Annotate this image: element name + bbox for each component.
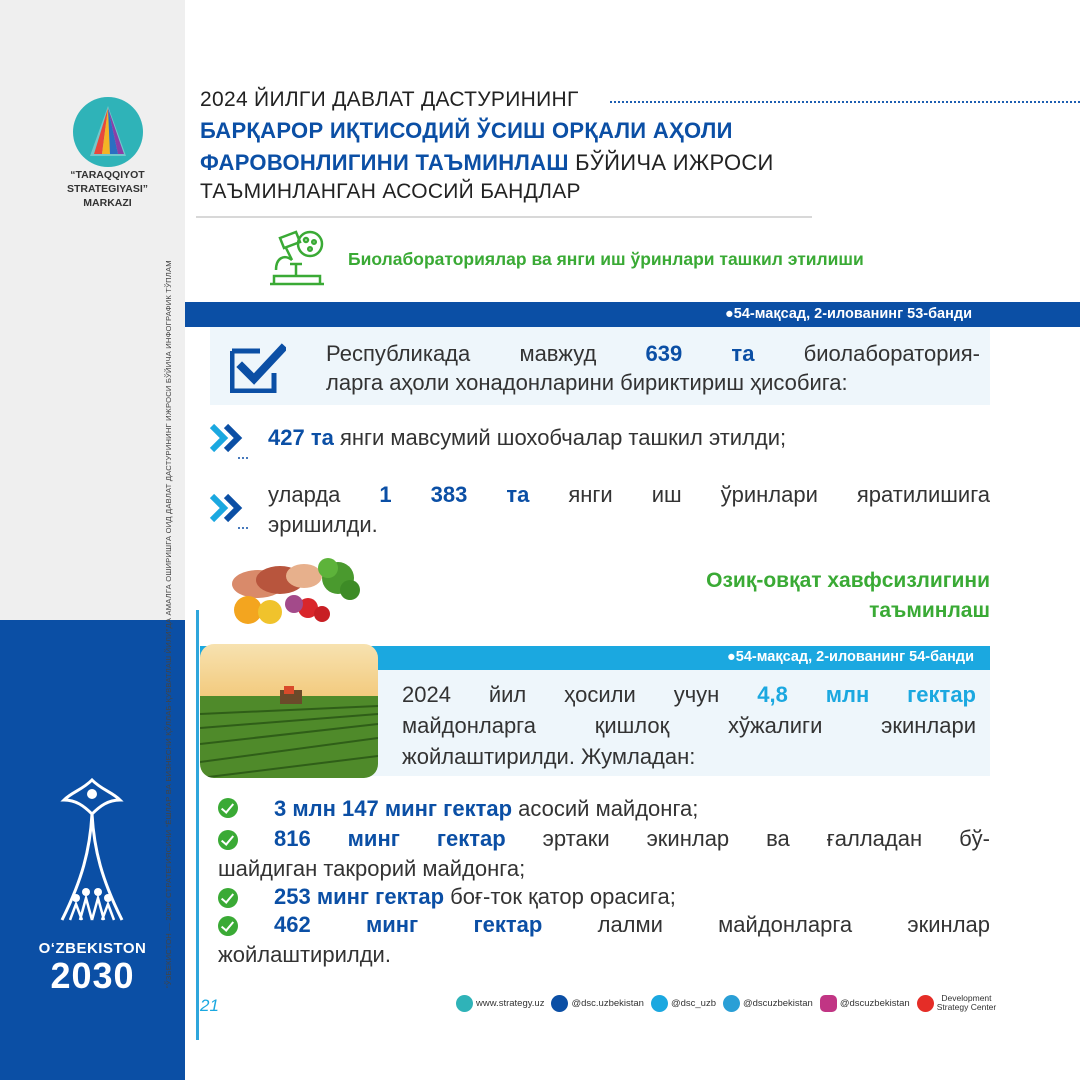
intro-pre: Республикада мавжуд bbox=[326, 341, 646, 366]
section2-item-continuation: шайдиган такрорий майдонга; bbox=[218, 856, 526, 881]
double-chevron-icon bbox=[208, 490, 250, 530]
header-line2: БАРҚАРОР ИҚТИСОДИЙ ЎСИШ ОРҚАЛИ АҲОЛИ bbox=[200, 118, 733, 143]
bullet2-pre: уларда bbox=[268, 482, 380, 507]
item-number: 816 минг гектар bbox=[274, 826, 506, 851]
item-text: эртаки экинлар ва ғалладан бў- bbox=[505, 826, 991, 851]
section2-item bbox=[218, 796, 990, 822]
section1-goal-label: ●54-мақсад, 2-илованинг 53-банди bbox=[725, 306, 972, 322]
section2-intro-line3: жойлаштирилди. Жумладан: bbox=[402, 744, 696, 769]
section1-goal-bar bbox=[185, 302, 1080, 327]
s2-intro-number: 4,8 млн гектар bbox=[757, 682, 976, 707]
header-line3-normal: БЎЙИЧА ИЖРОСИ bbox=[568, 150, 774, 175]
intro-post: биолаборатория- bbox=[754, 341, 981, 366]
globe-icon bbox=[456, 995, 473, 1012]
footer-telegram[interactable] bbox=[723, 995, 813, 1012]
accent-line bbox=[196, 610, 199, 1040]
footer-twitter[interactable] bbox=[651, 995, 716, 1012]
uzbekistan-2030-emblem-icon bbox=[42, 770, 142, 950]
section2-item bbox=[218, 912, 990, 938]
bullet2-number: 1 383 та bbox=[379, 482, 530, 507]
section2-title-line1: Озиқ-овқат хавфсизлигини bbox=[706, 569, 990, 592]
header-dotted-line bbox=[610, 101, 1080, 103]
header-line3-bold: ФАРОВОНЛИГИНИ ТАЪМИНЛАШ bbox=[200, 150, 569, 175]
org-name-line2: MARKAZI bbox=[83, 197, 132, 210]
instagram-icon bbox=[820, 995, 837, 1012]
footer-facebook[interactable] bbox=[551, 995, 643, 1012]
section2-intro-line1 bbox=[402, 682, 976, 708]
section2-title bbox=[706, 566, 990, 626]
section1-bullet1 bbox=[268, 425, 786, 451]
farm-field-photo bbox=[200, 644, 378, 778]
page-number: 21 bbox=[200, 996, 219, 1015]
youtube-label bbox=[937, 994, 997, 1012]
instagram-label: @dscuzbekistan bbox=[839, 997, 910, 1009]
brand-word: O‘ZBEKISTON bbox=[38, 940, 147, 957]
double-chevron-icon bbox=[208, 420, 250, 460]
food-illustration-icon bbox=[218, 550, 363, 630]
section2-intro-line2: майдонларга қишлоқ хўжалиги экинлари bbox=[402, 713, 976, 738]
header-line4: ТАЪМИНЛАНГАН АСОСИЙ БАНДЛАР bbox=[200, 180, 581, 203]
bullet2-post: янги иш ўринлари яратилишига bbox=[529, 482, 990, 507]
header-line3 bbox=[200, 150, 774, 176]
strategy-center-logo-icon bbox=[72, 96, 144, 168]
bullet1-number: 427 та bbox=[268, 425, 334, 450]
youtube-icon bbox=[917, 995, 934, 1012]
item-text: лалми майдонларга экинлар bbox=[542, 912, 990, 937]
item-text: асосий майдонга; bbox=[512, 796, 699, 821]
section2-title-line2: таъминлаш bbox=[869, 599, 990, 622]
section1-intro-line1 bbox=[326, 339, 980, 368]
section2-item bbox=[218, 826, 990, 852]
org-name bbox=[30, 168, 185, 211]
item-number: 462 минг гектар bbox=[274, 912, 543, 937]
checkbox-checked-icon bbox=[230, 343, 286, 393]
section1-intro-line2: ларга аҳоли хонадонларини бириктириш ҳисобига: bbox=[326, 370, 848, 395]
section1-title: Биолабораториялар ва янги иш ўринлари ташкил этилиши bbox=[348, 249, 864, 269]
footer-website[interactable] bbox=[456, 995, 544, 1012]
telegram-icon bbox=[723, 995, 740, 1012]
header-line1: 2024 ЙИЛГИ ДАВЛАТ ДАСТУРИНИНГ bbox=[200, 88, 579, 111]
item-number: 3 млн 147 минг гектар bbox=[274, 796, 513, 821]
brand-year: 2030 bbox=[50, 955, 135, 996]
youtube-label-line2: Strategy Center bbox=[936, 1002, 997, 1012]
org-name-line1: “TARAQQIYOT STRATEGIYASI” bbox=[66, 169, 149, 196]
sidebar-top bbox=[0, 0, 185, 620]
section2-item-continuation: жойлаштирилди. bbox=[218, 942, 391, 967]
bullet1-text: янги мавсумий шохобчалар ташкил этилди; bbox=[333, 425, 787, 450]
facebook-icon bbox=[551, 995, 568, 1012]
item-text: боғ-ток қатор орасига; bbox=[444, 884, 676, 909]
twitter-label: @dsc_uzb bbox=[670, 997, 716, 1009]
website-label: www.strategy.uz bbox=[476, 997, 545, 1009]
telegram-label: @dscuzbekistan bbox=[742, 997, 813, 1009]
footer-social-links bbox=[456, 992, 996, 1014]
footer-instagram[interactable] bbox=[820, 995, 910, 1012]
section1-bullet2-line1 bbox=[268, 482, 990, 508]
s2-intro-pre: 2024 йил ҳосили учун bbox=[402, 682, 758, 707]
vertical-caption: “ЎЗБЕКИСТОН — 2030” СТРАТЕГИЯСИНИ “ЁШЛАР ВА БИЗНЕСНИ ҚЎЛЛАБ-ҚУВВАТЛАШ ЙИЛИ”ДА АМАЛГА ОШИРИШГА ОИД ДАВЛАТ ДАСТУРИНИНГ ИЖРОСИ БЎЙИЧА ИНФОГРАФИК ТЎПЛАМ bbox=[164, 260, 173, 988]
youtube-label-line1: Development bbox=[941, 993, 992, 1003]
intro-number: 639 та bbox=[645, 341, 755, 366]
item-number: 253 минг гектар bbox=[274, 884, 445, 909]
footer-youtube[interactable] bbox=[917, 994, 997, 1012]
microscope-icon bbox=[266, 228, 328, 292]
section2-item bbox=[218, 884, 990, 910]
header-divider bbox=[196, 216, 812, 218]
section2-goal-label: ●54-мақсад, 2-илованинг 54-банди bbox=[727, 649, 974, 665]
section1-bullet2-line2: эришилди. bbox=[268, 512, 378, 537]
facebook-label: @dsc.uzbekistan bbox=[571, 997, 644, 1009]
twitter-icon bbox=[651, 995, 668, 1012]
